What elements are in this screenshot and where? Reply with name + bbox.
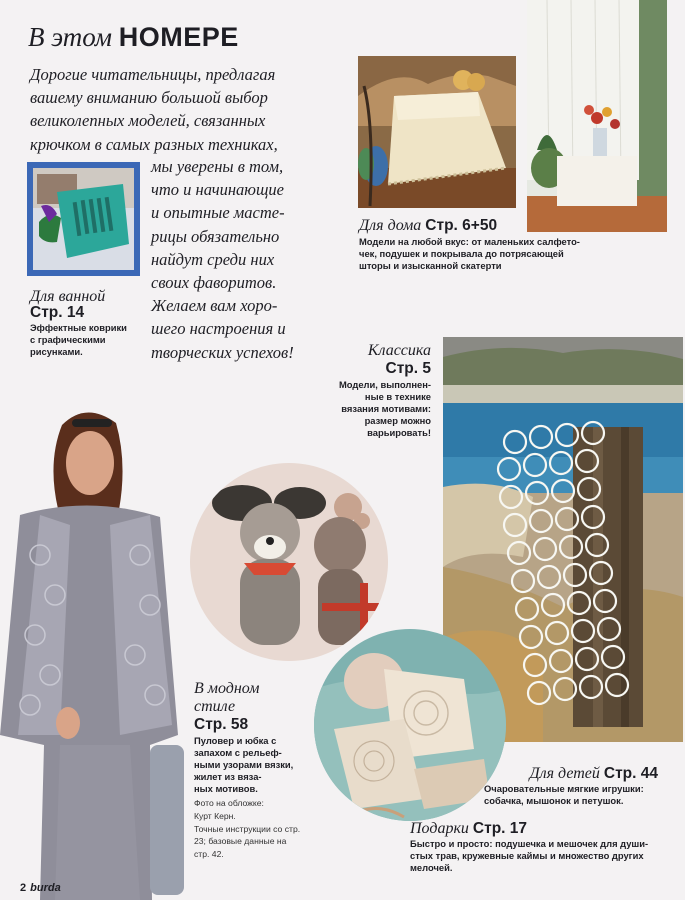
bath-category: Для ванной [30,288,106,305]
title-bold: НОМЕРЕ [118,22,239,52]
home-table-photo [358,56,516,208]
desc-line: Быстро и просто: подушечка и мешочек для души- [410,838,649,849]
note-line: Фото на обложке: [194,798,264,809]
note-line: Точные инструкции со стр. [194,823,301,834]
desc-line: варьировать! [367,427,431,439]
note-line: Курт Керн. [194,811,236,822]
brand-logo: burda [30,882,61,894]
desc-line: ных мотивов. [194,783,258,795]
desc-line: ными узорами вязки, [194,759,294,771]
desc-line: Модели, выполнен- [338,379,431,390]
desc-line: рисунками. [30,346,83,358]
intro-line: шего настроения и [151,319,286,339]
kids-page-ref: Стр. 44 [603,765,658,782]
bath-photo [27,162,140,276]
intro-line: творческих успехов! [151,342,294,362]
classic-page-ref: Стр. 5 [385,360,431,377]
desc-line: жилет из вяза- [194,771,262,783]
page-title [28,22,239,53]
intro-line: крючком в самых разных техниках, [30,134,278,154]
intro-text [30,63,278,156]
intro-line: вашему вниманию большой выбор [30,88,268,108]
home-caption [359,217,497,235]
bath-page [30,304,84,322]
classic-category: Классика [367,342,431,359]
intro-line: что и начинающие [151,180,284,200]
home-desc [359,236,580,272]
gifts-photo [314,629,506,821]
intro-line: своих фаворитов. [151,273,277,293]
intro-line: Желаем вам хоро- [151,296,278,316]
desc-line: с графическими [30,334,106,346]
desc-line: вязания мотивами: [341,403,431,415]
desc-line: стых трав, кружевные каймы и множество других [410,850,644,862]
desc-line: мелочей. [410,862,453,874]
desc-line: ные в технике [364,391,431,403]
intro-line: великолепных моделей, связанных [30,111,266,131]
bath-page-ref: Стр. 14 [30,304,85,321]
classic-caption [300,342,431,439]
gifts-caption [410,820,648,874]
desc-line: запахом с рельеф- [194,747,282,759]
bath-desc [30,322,127,358]
intro-text-wrap [151,155,294,364]
desc-line: шторы и изысканной скатерти [359,260,502,272]
intro-line: мы уверены в том, [151,157,284,176]
home-category: Для дома [359,217,422,234]
gifts-category: Подарки [410,820,469,837]
intro-line: Дорогие читательницы, предлагая [30,65,276,84]
desc-line: Модели на любой вкус: от маленьких салфето- [359,236,580,247]
intro-line: найдут среди них [151,249,275,269]
toys-photo [190,463,388,661]
fashion-page-ref: Стр. 58 [194,716,249,733]
page-footer [20,878,61,896]
desc-line: Очаровательные мягкие игрушки: [484,783,644,794]
desc-line: Пуловер и юбка с [194,735,277,746]
kids-caption [480,765,658,807]
fashion-caption [194,680,300,860]
desc-line: собачка, мышонок и петушок. [484,795,624,807]
home-curtain-photo [527,0,667,232]
note-line: 23; базовые данные на [194,836,287,847]
intro-line: и опытные масте- [151,203,285,223]
desc-line: Эффектные коврики [30,322,127,333]
gifts-page-ref: Стр. 17 [472,820,528,837]
note-line: стр. 42. [194,848,224,859]
home-page-ref: Стр. 6+50 [425,217,498,234]
desc-line: чек, подушек и покрывала до потрясающей [359,248,564,260]
page-number: 2 [20,882,27,894]
fashion-category-1: В модном [194,680,260,697]
fashion-model-photo [0,405,190,900]
intro-line: рицы обязательно [151,226,280,246]
desc-line: размер можно [364,415,431,427]
fashion-category-2: стиле [194,698,236,715]
kids-category: Для детей [529,765,600,782]
title-italic: В этом [28,22,112,52]
